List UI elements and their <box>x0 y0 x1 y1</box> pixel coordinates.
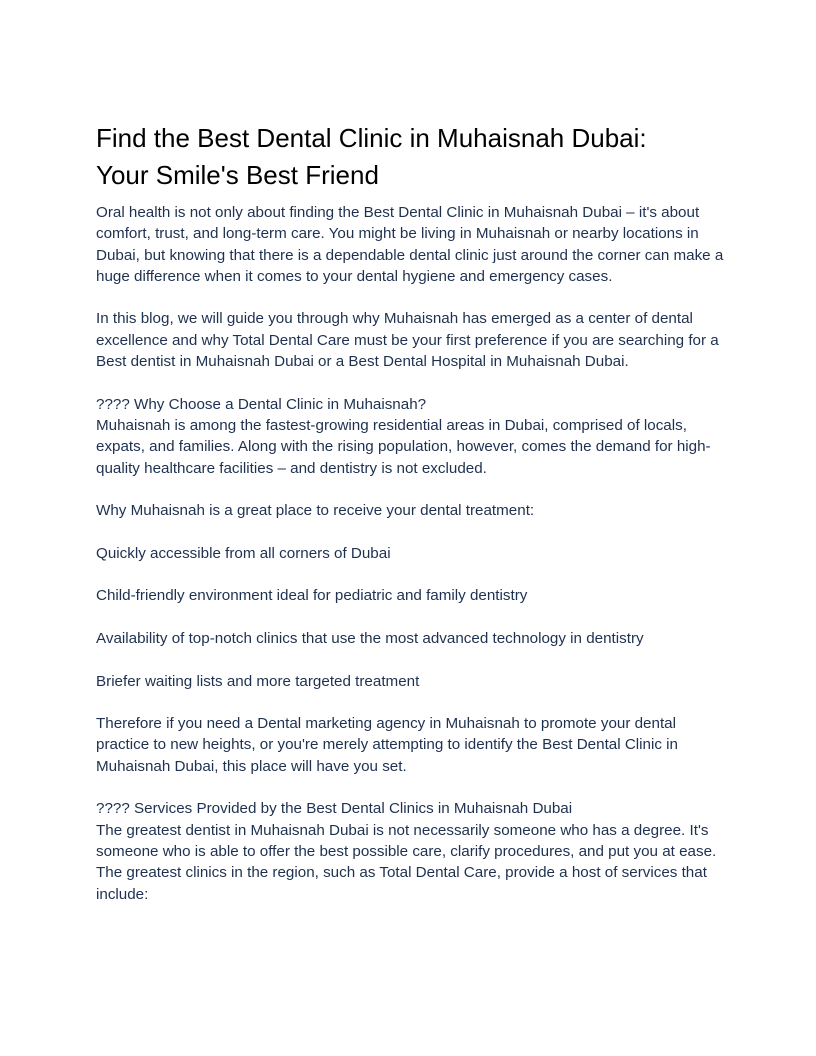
section-heading-services: ???? Services Provided by the Best Dental Clinics in Muhaisnah Dubai <box>96 800 573 818</box>
intro-paragraph: Oral health is not only about finding the Best Dental Clinic in Muhaisnah Dubai – it's about comfort, trust, and long-term care. You might be living in Muhaisnah or nearby locations in Dubai, but knowing that there is a dependable dental clinic just around the corner can make a huge difference when it comes to your dental hygiene and emergency cases. <box>96 204 724 285</box>
reason-item: Child-friendly environment ideal for pediatric and family dentistry <box>96 587 528 605</box>
blog-overview-paragraph: In this blog, we will guide you through why Muhaisnah has emerged as a center of dental excellence and why Total Dental Care must be your first preference if you are searching for a Best dentist in Muhaisnah Dubai or a Best Dental Hospital in Muhaisnah Dubai. <box>96 310 719 371</box>
document-page <box>96 120 726 926</box>
title-line-2: Your Smile's Best Friend <box>96 160 379 190</box>
title-line-1: Find the Best Dental Clinic in Muhaisnah Dubai: <box>96 123 647 153</box>
reason-item: Availability of top-notch clinics that use the most advanced technology in dentistry <box>96 629 644 647</box>
reason-item: Quickly accessible from all corners of Dubai <box>96 544 391 562</box>
why-choose-paragraph: Muhaisnah is among the fastest-growing residential areas in Dubai, comprised of locals, expats, and families. Along with the rising population, however, comes the demand for high-quality healthcare facilities – and dentistry is not excluded. <box>96 416 711 477</box>
services-paragraph: The greatest dentist in Muhaisnah Dubai is not necessarily someone who has a degree. It's someone who is able to offer the best possible care, clarify procedures, and put you at ease. The greatest clinics in the region, such as Total Dental Care, provide a host of services that include: <box>96 821 717 903</box>
document-title <box>96 120 726 194</box>
reasons-intro: Why Muhaisnah is a great place to receive your dental treatment: <box>96 502 535 520</box>
conclusion-paragraph: Therefore if you need a Dental marketing agency in Muhaisnah to promote your dental practice to new heights, or you're merely attempting to identify the Best Dental Clinic in Muhaisnah Dubai, this place will have you set. <box>96 715 678 775</box>
reason-item: Briefer waiting lists and more targeted treatment <box>96 672 420 690</box>
section-heading-why-choose: ???? Why Choose a Dental Clinic in Muhaisnah? <box>96 395 427 413</box>
